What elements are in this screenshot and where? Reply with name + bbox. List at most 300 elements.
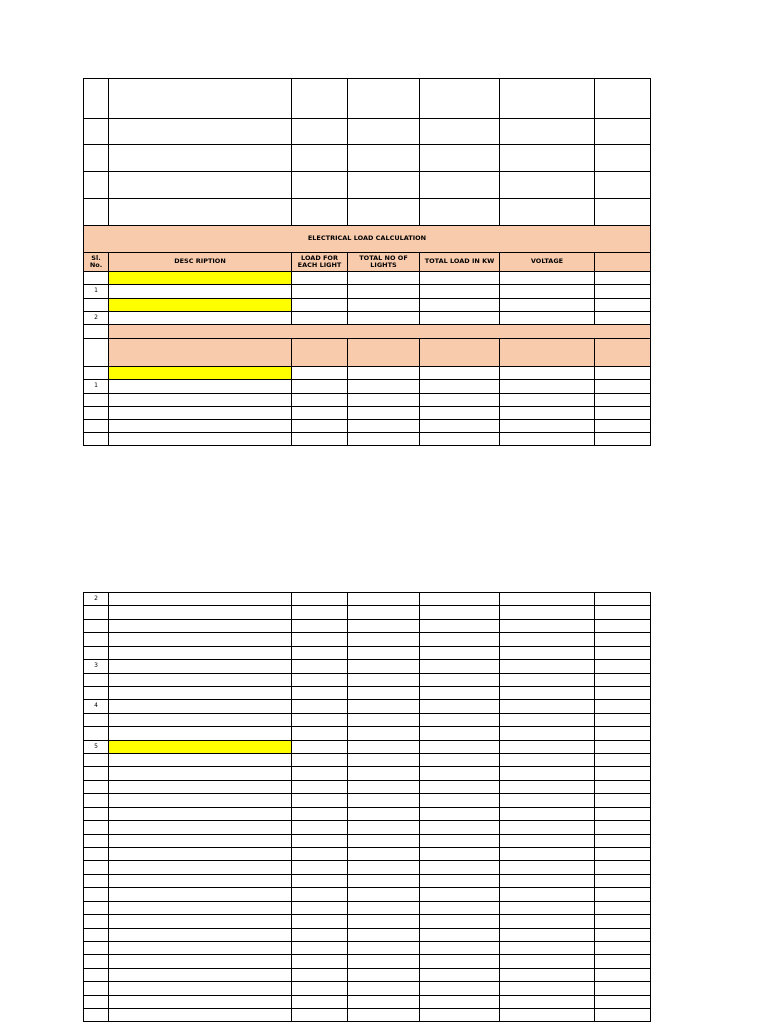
description-cell[interactable] — [108, 393, 292, 407]
table-cell[interactable] — [347, 699, 420, 714]
table-cell[interactable] — [419, 406, 500, 420]
table-cell[interactable] — [499, 1008, 595, 1022]
table-cell[interactable] — [291, 379, 348, 394]
table-cell[interactable] — [419, 847, 500, 861]
sl-no-cell[interactable] — [83, 834, 109, 848]
description-cell[interactable] — [108, 847, 292, 861]
table-cell[interactable] — [499, 432, 595, 446]
sheet-title[interactable]: ELECTRICAL LOAD CALCULATION — [83, 225, 651, 253]
table-cell[interactable] — [347, 834, 420, 848]
table-cell[interactable] — [594, 393, 651, 407]
table-cell[interactable] — [594, 298, 651, 312]
description-cell[interactable] — [108, 271, 292, 285]
table-cell[interactable] — [347, 874, 420, 888]
table-cell[interactable] — [499, 766, 595, 781]
table-cell[interactable] — [347, 901, 420, 915]
table-cell[interactable] — [419, 271, 500, 285]
sl-no-cell[interactable] — [83, 847, 109, 861]
table-cell[interactable] — [594, 171, 651, 199]
description-cell[interactable] — [108, 887, 292, 902]
table-cell[interactable] — [291, 118, 348, 145]
table-cell[interactable] — [291, 874, 348, 888]
total-no-lights-header[interactable]: TOTAL NO OF LIGHTS — [347, 252, 420, 272]
table-cell[interactable] — [347, 171, 420, 199]
description-cell[interactable] — [108, 198, 292, 226]
table-cell[interactable] — [499, 406, 595, 420]
table-cell[interactable] — [347, 118, 420, 145]
sl-no-cell[interactable] — [83, 78, 109, 119]
sl-no-cell[interactable] — [83, 298, 109, 312]
table-cell[interactable] — [594, 928, 651, 942]
description-cell[interactable] — [108, 713, 292, 727]
table-cell[interactable] — [291, 887, 348, 902]
table-cell[interactable] — [419, 834, 500, 848]
table-cell[interactable] — [419, 954, 500, 969]
description-cell[interactable] — [108, 673, 292, 687]
sl-no-cell[interactable] — [83, 419, 109, 433]
table-cell[interactable] — [499, 954, 595, 969]
table-cell[interactable] — [499, 605, 595, 620]
table-cell[interactable] — [291, 419, 348, 433]
table-cell[interactable] — [499, 198, 595, 226]
table-cell[interactable] — [594, 954, 651, 969]
table-cell[interactable] — [347, 271, 420, 285]
table-cell[interactable] — [594, 726, 651, 741]
description-cell[interactable] — [108, 406, 292, 420]
table-cell[interactable] — [419, 592, 500, 606]
sl-no-cell[interactable]: 2 — [83, 311, 109, 325]
table-cell[interactable] — [291, 928, 348, 942]
table-cell[interactable] — [419, 144, 500, 172]
sl-no-cell[interactable]: 5 — [83, 740, 109, 754]
table-cell[interactable] — [291, 646, 348, 660]
table-cell[interactable] — [419, 726, 500, 741]
table-cell[interactable] — [419, 753, 500, 767]
table-cell[interactable] — [291, 311, 348, 325]
table-cell[interactable] — [291, 713, 348, 727]
table-cell[interactable] — [499, 901, 595, 915]
table-cell[interactable] — [499, 753, 595, 767]
table-cell[interactable] — [499, 981, 595, 996]
sl-no-cell[interactable] — [83, 605, 109, 620]
table-cell[interactable] — [347, 887, 420, 902]
table-cell[interactable] — [594, 619, 651, 633]
table-cell[interactable] — [499, 78, 595, 119]
table-cell[interactable] — [499, 968, 595, 982]
description-cell[interactable] — [108, 171, 292, 199]
description-cell[interactable] — [108, 284, 292, 299]
table-cell[interactable] — [419, 646, 500, 660]
description-cell[interactable] — [108, 753, 292, 767]
table-cell[interactable] — [499, 860, 595, 875]
table-cell[interactable] — [499, 686, 595, 700]
table-cell[interactable] — [419, 298, 500, 312]
description-cell[interactable] — [108, 311, 292, 325]
sl-no-cell[interactable] — [83, 366, 109, 380]
table-cell[interactable] — [499, 914, 595, 929]
sl-no-cell[interactable] — [83, 928, 109, 942]
table-cell[interactable] — [347, 144, 420, 172]
table-cell[interactable] — [291, 901, 348, 915]
description-header[interactable]: DESC RIPTION — [108, 252, 292, 272]
description-cell[interactable] — [108, 874, 292, 888]
table-cell[interactable] — [291, 780, 348, 794]
description-cell[interactable] — [108, 968, 292, 982]
table-cell[interactable] — [347, 807, 420, 821]
table-cell[interactable] — [499, 673, 595, 687]
table-cell[interactable] — [347, 860, 420, 875]
table-cell[interactable] — [347, 941, 420, 955]
table-cell[interactable] — [594, 646, 651, 660]
table-cell[interactable] — [594, 406, 651, 420]
table-cell[interactable] — [419, 171, 500, 199]
table-cell[interactable] — [419, 820, 500, 835]
table-cell[interactable] — [499, 807, 595, 821]
table-cell[interactable] — [291, 198, 348, 226]
table-cell[interactable] — [419, 393, 500, 407]
sl-no-cell[interactable]: 4 — [83, 699, 109, 714]
table-cell[interactable] — [347, 632, 420, 647]
sl-no-cell[interactable] — [83, 713, 109, 727]
table-cell[interactable] — [291, 171, 348, 199]
table-cell[interactable] — [347, 605, 420, 620]
table-cell[interactable] — [291, 914, 348, 929]
table-cell[interactable] — [419, 887, 500, 902]
section-header-cell[interactable] — [594, 338, 651, 367]
table-cell[interactable] — [594, 432, 651, 446]
table-cell[interactable] — [347, 780, 420, 794]
table-cell[interactable] — [347, 847, 420, 861]
voltage-header[interactable]: VOLTAGE — [499, 252, 595, 272]
table-cell[interactable] — [291, 793, 348, 808]
sl-no-cell[interactable] — [83, 632, 109, 647]
table-cell[interactable] — [594, 673, 651, 687]
table-cell[interactable] — [291, 366, 348, 380]
sl-no-cell[interactable] — [83, 954, 109, 969]
description-cell[interactable] — [108, 646, 292, 660]
table-cell[interactable] — [499, 271, 595, 285]
sl-no-cell[interactable] — [83, 753, 109, 767]
sl-no-cell[interactable] — [83, 793, 109, 808]
section-header-cell[interactable] — [108, 338, 292, 367]
sl-no-cell[interactable] — [83, 726, 109, 741]
section-band[interactable] — [108, 324, 651, 339]
table-cell[interactable] — [419, 1008, 500, 1022]
table-cell[interactable] — [594, 981, 651, 996]
sl-no-cell[interactable] — [83, 118, 109, 145]
table-cell[interactable] — [347, 311, 420, 325]
table-cell[interactable] — [499, 646, 595, 660]
table-cell[interactable] — [499, 941, 595, 955]
sl-no-cell[interactable] — [83, 941, 109, 955]
table-cell[interactable] — [419, 632, 500, 647]
sl-no-header[interactable]: Sl. No. — [83, 252, 109, 272]
table-cell[interactable] — [347, 393, 420, 407]
sl-no-cell[interactable] — [83, 995, 109, 1009]
table-cell[interactable] — [419, 419, 500, 433]
sl-no-cell[interactable] — [83, 686, 109, 700]
table-cell[interactable] — [499, 632, 595, 647]
table-cell[interactable] — [499, 298, 595, 312]
table-cell[interactable] — [594, 887, 651, 902]
table-cell[interactable] — [419, 713, 500, 727]
total-load-kw-header[interactable]: TOTAL LOAD IN KW — [419, 252, 500, 272]
table-cell[interactable] — [499, 740, 595, 754]
table-cell[interactable] — [291, 432, 348, 446]
table-cell[interactable] — [419, 686, 500, 700]
table-cell[interactable] — [419, 379, 500, 394]
sl-no-cell[interactable] — [83, 673, 109, 687]
table-cell[interactable] — [499, 419, 595, 433]
table-cell[interactable] — [499, 995, 595, 1009]
sl-no-cell[interactable]: 3 — [83, 659, 109, 674]
table-cell[interactable] — [499, 699, 595, 714]
table-cell[interactable] — [594, 379, 651, 394]
table-cell[interactable] — [594, 713, 651, 727]
table-cell[interactable] — [347, 659, 420, 674]
table-cell[interactable] — [419, 432, 500, 446]
table-cell[interactable] — [291, 393, 348, 407]
description-cell[interactable] — [108, 1008, 292, 1022]
table-cell[interactable] — [594, 284, 651, 299]
table-cell[interactable] — [291, 144, 348, 172]
table-cell[interactable] — [594, 753, 651, 767]
section-header-cell[interactable] — [499, 338, 595, 367]
sl-no-cell[interactable] — [83, 968, 109, 982]
description-cell[interactable] — [108, 780, 292, 794]
table-cell[interactable] — [419, 659, 500, 674]
sl-no-cell[interactable] — [83, 432, 109, 446]
table-cell[interactable] — [419, 941, 500, 955]
table-cell[interactable] — [594, 807, 651, 821]
table-cell[interactable] — [347, 766, 420, 781]
description-cell[interactable] — [108, 419, 292, 433]
table-cell[interactable] — [291, 860, 348, 875]
table-cell[interactable] — [347, 981, 420, 996]
table-cell[interactable] — [419, 793, 500, 808]
sl-no-cell[interactable] — [83, 144, 109, 172]
description-cell[interactable] — [108, 78, 292, 119]
sl-no-cell[interactable]: 1 — [83, 284, 109, 299]
sl-no-cell[interactable] — [83, 887, 109, 902]
description-cell[interactable] — [108, 807, 292, 821]
table-cell[interactable] — [594, 914, 651, 929]
table-cell[interactable] — [419, 860, 500, 875]
table-cell[interactable] — [419, 284, 500, 299]
table-cell[interactable] — [419, 968, 500, 982]
table-cell[interactable] — [347, 1008, 420, 1022]
table-cell[interactable] — [419, 699, 500, 714]
description-cell[interactable] — [108, 941, 292, 955]
table-cell[interactable] — [419, 874, 500, 888]
description-cell[interactable] — [108, 432, 292, 446]
table-cell[interactable] — [594, 860, 651, 875]
table-cell[interactable] — [291, 1008, 348, 1022]
table-cell[interactable] — [594, 118, 651, 145]
table-cell[interactable] — [499, 366, 595, 380]
description-cell[interactable] — [108, 726, 292, 741]
sl-no-cell[interactable] — [83, 338, 109, 367]
description-cell[interactable] — [108, 954, 292, 969]
sl-no-cell[interactable] — [83, 646, 109, 660]
description-cell[interactable] — [108, 659, 292, 674]
sl-no-cell[interactable] — [83, 914, 109, 929]
table-cell[interactable] — [499, 834, 595, 848]
table-cell[interactable] — [347, 419, 420, 433]
table-cell[interactable] — [347, 198, 420, 226]
table-cell[interactable] — [594, 419, 651, 433]
table-cell[interactable] — [419, 928, 500, 942]
sl-no-cell[interactable]: 2 — [83, 592, 109, 606]
table-cell[interactable] — [291, 766, 348, 781]
description-cell[interactable] — [108, 605, 292, 620]
table-cell[interactable] — [291, 941, 348, 955]
table-cell[interactable] — [499, 619, 595, 633]
table-cell[interactable] — [499, 393, 595, 407]
table-cell[interactable] — [499, 780, 595, 794]
description-cell[interactable] — [108, 699, 292, 714]
table-cell[interactable] — [291, 995, 348, 1009]
table-cell[interactable] — [419, 780, 500, 794]
table-cell[interactable] — [291, 981, 348, 996]
table-cell[interactable] — [291, 699, 348, 714]
table-cell[interactable] — [594, 941, 651, 955]
table-cell[interactable] — [347, 406, 420, 420]
table-cell[interactable] — [419, 118, 500, 145]
load-each-light-header[interactable]: LOAD FOR EACH LIGHT — [291, 252, 348, 272]
table-cell[interactable] — [419, 766, 500, 781]
description-cell[interactable] — [108, 820, 292, 835]
table-cell[interactable] — [499, 726, 595, 741]
table-cell[interactable] — [419, 740, 500, 754]
description-cell[interactable] — [108, 686, 292, 700]
table-cell[interactable] — [347, 914, 420, 929]
table-cell[interactable] — [291, 605, 348, 620]
table-cell[interactable] — [594, 834, 651, 848]
description-cell[interactable] — [108, 981, 292, 996]
description-cell[interactable] — [108, 298, 292, 312]
table-cell[interactable] — [419, 605, 500, 620]
table-cell[interactable] — [499, 847, 595, 861]
table-cell[interactable] — [419, 807, 500, 821]
table-cell[interactable] — [594, 847, 651, 861]
table-cell[interactable] — [347, 619, 420, 633]
table-cell[interactable] — [347, 673, 420, 687]
table-cell[interactable] — [499, 928, 595, 942]
table-cell[interactable] — [347, 740, 420, 754]
table-cell[interactable] — [594, 592, 651, 606]
sl-no-cell[interactable] — [83, 874, 109, 888]
table-cell[interactable] — [499, 887, 595, 902]
table-cell[interactable] — [291, 619, 348, 633]
table-cell[interactable] — [347, 726, 420, 741]
table-cell[interactable] — [347, 284, 420, 299]
sl-no-cell[interactable] — [83, 807, 109, 821]
table-cell[interactable] — [347, 78, 420, 119]
section-header-cell[interactable] — [419, 338, 500, 367]
sl-no-cell[interactable] — [83, 619, 109, 633]
blank-header[interactable] — [594, 252, 651, 272]
table-cell[interactable] — [347, 820, 420, 835]
table-cell[interactable] — [499, 311, 595, 325]
table-cell[interactable] — [291, 673, 348, 687]
description-cell[interactable] — [108, 144, 292, 172]
section-header-cell[interactable] — [291, 338, 348, 367]
table-cell[interactable] — [594, 311, 651, 325]
table-cell[interactable] — [594, 699, 651, 714]
table-cell[interactable] — [499, 793, 595, 808]
description-cell[interactable] — [108, 366, 292, 380]
sl-no-cell[interactable] — [83, 271, 109, 285]
sl-no-cell[interactable]: 1 — [83, 379, 109, 394]
table-cell[interactable] — [347, 592, 420, 606]
table-cell[interactable] — [419, 78, 500, 119]
table-cell[interactable] — [291, 686, 348, 700]
table-cell[interactable] — [347, 995, 420, 1009]
sl-no-cell[interactable] — [83, 171, 109, 199]
description-cell[interactable] — [108, 118, 292, 145]
table-cell[interactable] — [594, 820, 651, 835]
table-cell[interactable] — [347, 379, 420, 394]
section-header-cell[interactable] — [347, 338, 420, 367]
table-cell[interactable] — [291, 753, 348, 767]
sl-no-cell[interactable] — [83, 820, 109, 835]
table-cell[interactable] — [594, 968, 651, 982]
table-cell[interactable] — [499, 820, 595, 835]
table-cell[interactable] — [594, 659, 651, 674]
description-cell[interactable] — [108, 632, 292, 647]
description-cell[interactable] — [108, 740, 292, 754]
table-cell[interactable] — [291, 740, 348, 754]
table-cell[interactable] — [347, 954, 420, 969]
table-cell[interactable] — [419, 311, 500, 325]
description-cell[interactable] — [108, 619, 292, 633]
table-cell[interactable] — [291, 726, 348, 741]
table-cell[interactable] — [499, 874, 595, 888]
sl-no-cell[interactable] — [83, 780, 109, 794]
table-cell[interactable] — [499, 592, 595, 606]
sl-no-cell[interactable] — [83, 324, 109, 339]
description-cell[interactable] — [108, 901, 292, 915]
table-cell[interactable] — [419, 914, 500, 929]
table-cell[interactable] — [291, 659, 348, 674]
table-cell[interactable] — [499, 144, 595, 172]
table-cell[interactable] — [291, 834, 348, 848]
sl-no-cell[interactable] — [83, 198, 109, 226]
table-cell[interactable] — [419, 198, 500, 226]
sl-no-cell[interactable] — [83, 1008, 109, 1022]
table-cell[interactable] — [499, 171, 595, 199]
table-cell[interactable] — [594, 780, 651, 794]
table-cell[interactable] — [419, 619, 500, 633]
table-cell[interactable] — [594, 78, 651, 119]
table-cell[interactable] — [291, 78, 348, 119]
table-cell[interactable] — [347, 793, 420, 808]
table-cell[interactable] — [594, 793, 651, 808]
sl-no-cell[interactable] — [83, 393, 109, 407]
table-cell[interactable] — [291, 298, 348, 312]
table-cell[interactable] — [291, 592, 348, 606]
table-cell[interactable] — [594, 271, 651, 285]
table-cell[interactable] — [347, 298, 420, 312]
table-cell[interactable] — [594, 766, 651, 781]
table-cell[interactable] — [594, 366, 651, 380]
table-cell[interactable] — [594, 198, 651, 226]
table-cell[interactable] — [347, 366, 420, 380]
table-cell[interactable] — [594, 686, 651, 700]
table-cell[interactable] — [291, 954, 348, 969]
table-cell[interactable] — [347, 713, 420, 727]
